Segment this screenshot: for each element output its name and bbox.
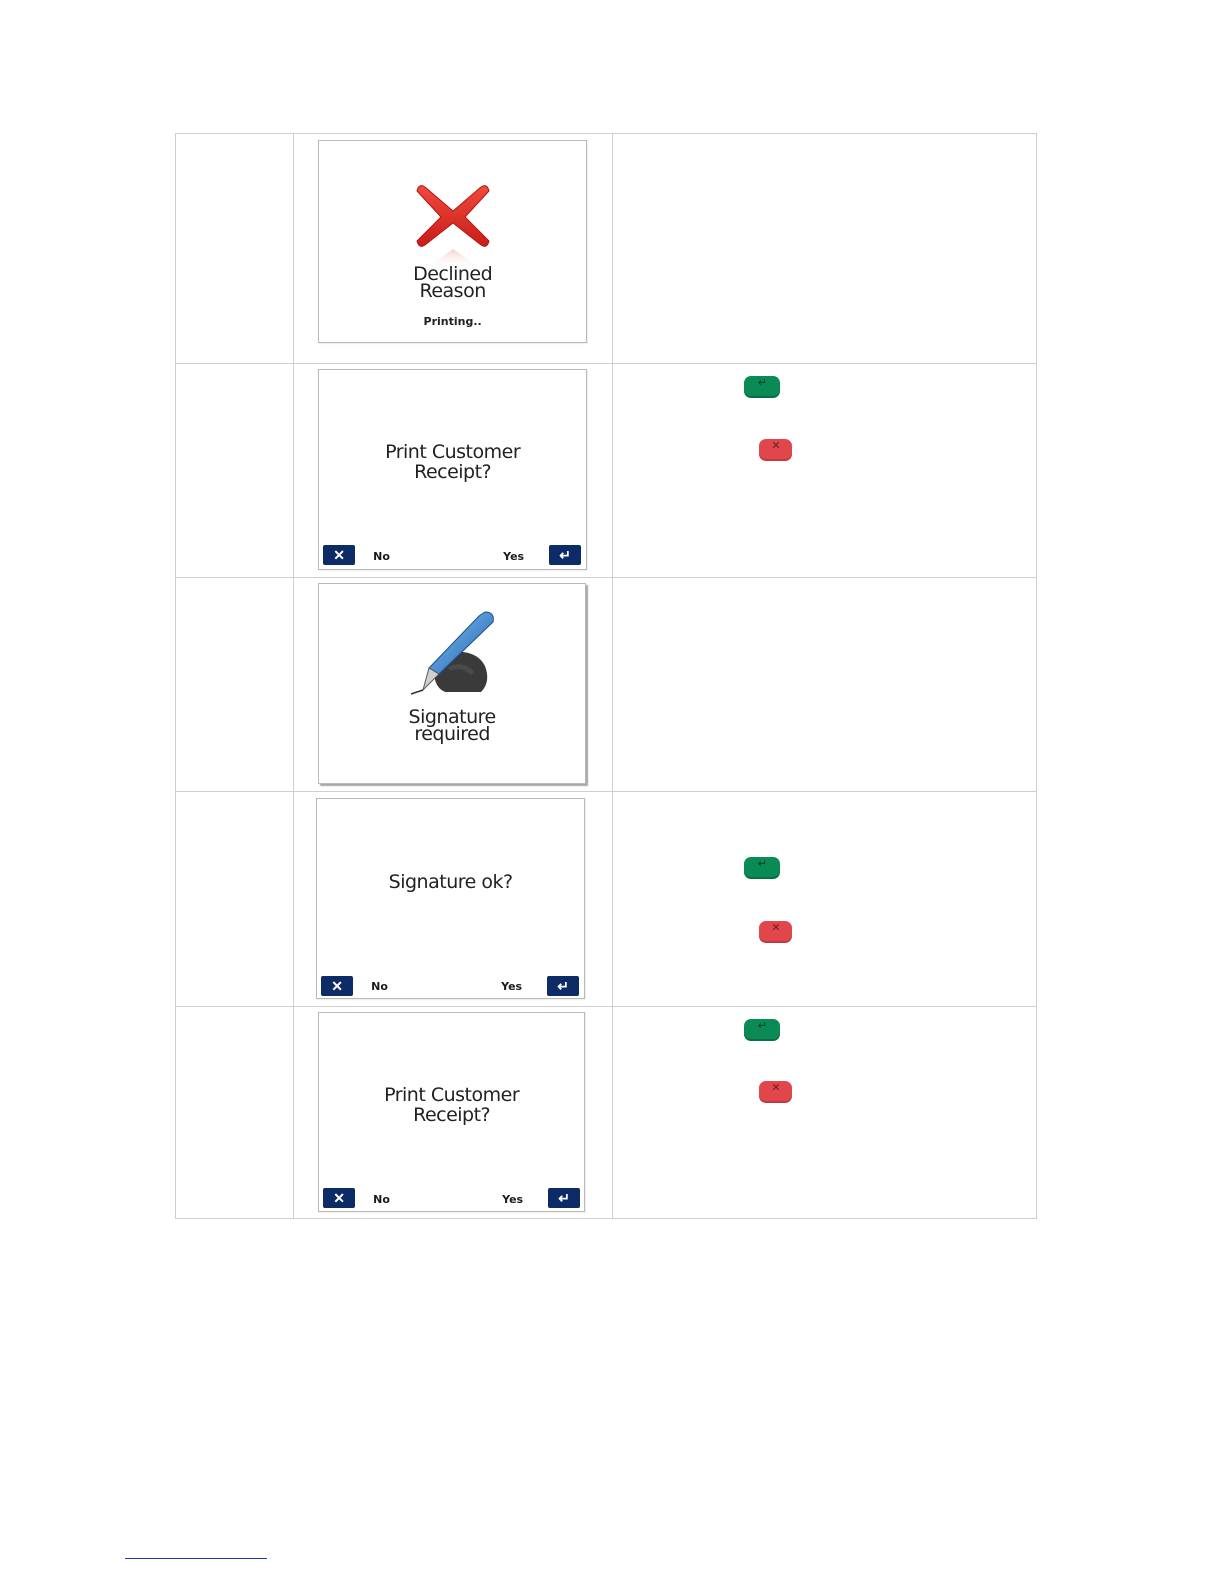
- yes-label: Yes: [501, 980, 523, 993]
- yes-key-icon: ↵: [547, 976, 579, 996]
- screen-cell: [294, 792, 613, 1007]
- screen-line-1: Signature: [408, 706, 496, 728]
- yes-key-icon: ↵: [548, 1188, 580, 1208]
- enter-key-icon: [744, 1019, 780, 1041]
- terminal-screen-signature-ok: [316, 798, 585, 999]
- screen-line-1: Print Customer: [384, 1084, 520, 1106]
- description-cell: [613, 134, 1037, 364]
- step-cell: [176, 364, 294, 578]
- description-cell: [613, 792, 1037, 1007]
- terminal-screen-declined: [318, 140, 587, 343]
- screen-line-1: Declined: [413, 263, 493, 285]
- screen-cell: [294, 578, 613, 792]
- description-cell: [613, 1007, 1037, 1219]
- cancel-key-icon: [759, 921, 792, 943]
- cancel-key-icon: [759, 439, 792, 461]
- enter-key-icon: [744, 857, 780, 879]
- table-row: [176, 1007, 1037, 1219]
- cancel-glyph: ✕: [771, 1082, 781, 1094]
- screen-cell: [294, 1007, 613, 1219]
- cancel-glyph: ✕: [771, 922, 781, 934]
- step-cell: [176, 1007, 294, 1219]
- step-cell: [176, 134, 294, 364]
- screen-line-2: Reason: [419, 280, 486, 302]
- table-row: [176, 364, 1037, 578]
- table-row: [176, 578, 1037, 792]
- yes-label: Yes: [503, 550, 525, 563]
- pen-signature-icon: [405, 610, 501, 696]
- enter-glyph: ↵: [757, 1020, 768, 1032]
- screen-line-1: Print Customer: [385, 441, 521, 463]
- screen-cell: [294, 134, 613, 364]
- no-key-icon: ✕: [321, 976, 353, 996]
- cancel-glyph: ✕: [771, 440, 781, 452]
- terminal-screen-signature-required: [318, 583, 586, 784]
- screen-line-2: required: [414, 723, 490, 745]
- enter-glyph: ↵: [757, 858, 768, 870]
- no-key-icon: ✕: [323, 1188, 355, 1208]
- no-label: No: [373, 1193, 390, 1206]
- table-row: [176, 134, 1037, 364]
- screen-cell: [294, 364, 613, 578]
- no-label: No: [371, 980, 388, 993]
- table-row: [176, 792, 1037, 1007]
- declined-x-icon: [415, 179, 491, 269]
- yes-key-icon: ↵: [549, 545, 581, 565]
- cancel-key-icon: [759, 1081, 792, 1103]
- step-cell: [176, 578, 294, 792]
- screen-line-2: Receipt?: [414, 461, 492, 483]
- footnote-separator: [125, 1558, 267, 1559]
- description-cell: [613, 578, 1037, 792]
- screen-line-1: Signature ok?: [388, 871, 513, 893]
- enter-glyph: ↵: [757, 377, 768, 389]
- enter-key-icon: [744, 376, 780, 398]
- step-cell: [176, 792, 294, 1007]
- screen-status: Printing..: [423, 315, 482, 328]
- terminal-screen-print-receipt-2: [318, 1012, 585, 1212]
- steps-table: [175, 133, 1037, 1219]
- description-cell: [613, 364, 1037, 578]
- yes-label: Yes: [502, 1193, 524, 1206]
- screen-line-2: Receipt?: [413, 1104, 491, 1126]
- no-key-icon: ✕: [323, 545, 355, 565]
- terminal-screen-print-receipt: [318, 369, 587, 570]
- no-label: No: [373, 550, 390, 563]
